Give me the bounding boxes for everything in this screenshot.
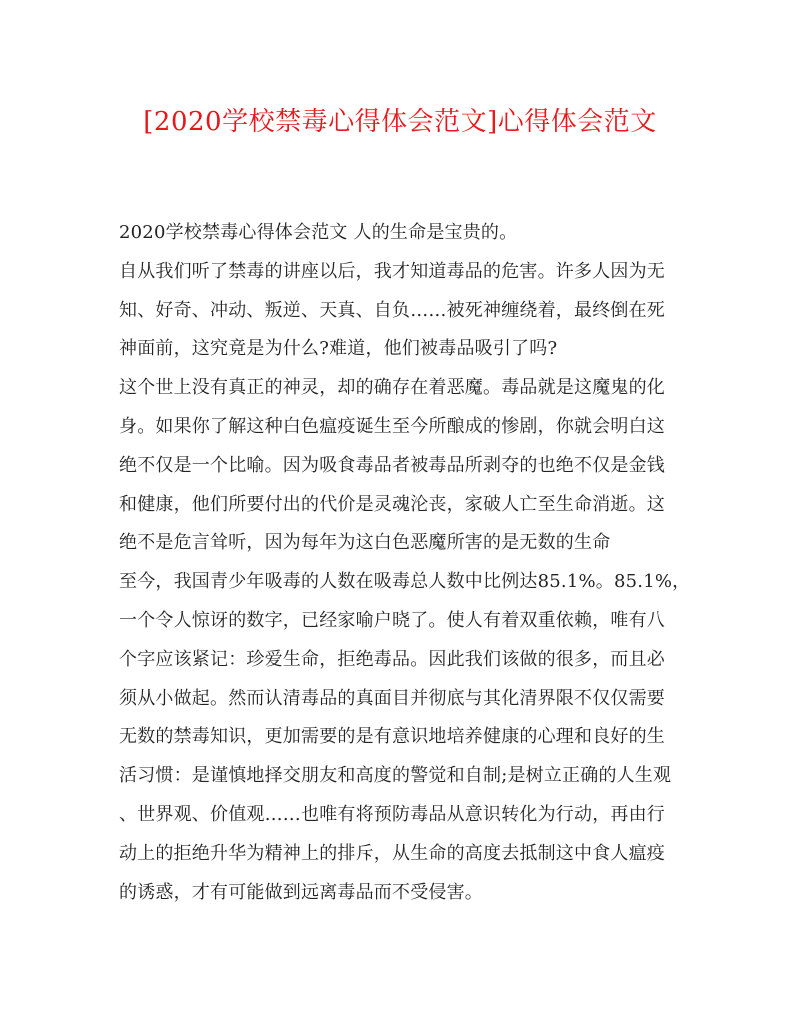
text-line: 须从小做起。然而认清毒品的真面目并彻底与其化清界限不仅仅需要 (119, 687, 665, 709)
text-line: 的诱惑，才有可能做到远离毒品而不受侵害。 (119, 881, 483, 903)
document-title: [2020学校禁毒心得体会范文]心得体会范文 (143, 107, 657, 137)
text-line: 个字应该紧记：珍爱生命，拒绝毒品。因此我们该做的很多，而且必 (119, 648, 665, 670)
text-line: 至今，我国青少年吸毒的人数在吸毒总人数中比例达85.1%。85.1%， (119, 571, 691, 593)
text-line: 活习惯：是谨慎地择交朋友和高度的警觉和自制;是树立正确的人生观 (119, 765, 672, 787)
text-line: 、世界观、价值观……也唯有将预防毒品从意识转化为行动，再由行 (119, 803, 665, 825)
text-line: 动上的拒绝升华为精神上的排斥，从生命的高度去抵制这中食人瘟疫 (119, 842, 665, 864)
text-line: 神面前，这究竟是为什么?难道，他们被毒品吸引了吗? (119, 338, 558, 360)
text-line: 身。如果你了解这种白色瘟疫诞生至今所酿成的惨剧，你就会明白这 (119, 415, 665, 437)
text-line: 和健康，他们所要付出的代价是灵魂沦丧，家破人亡至生命消逝。这 (119, 493, 665, 515)
text-line: 知、好奇、冲动、叛逆、天真、自负……被死神缠绕着，最终倒在死 (119, 299, 665, 321)
text-line: 无数的禁毒知识，更加需要的是有意识地培养健康的心理和良好的生 (119, 726, 665, 748)
text-line: 自从我们听了禁毒的讲座以后，我才知道毒品的危害。许多人因为无 (119, 260, 665, 282)
document-body (119, 218, 699, 916)
text-line: 绝不仅是一个比喻。因为吸食毒品者被毒品所剥夺的也绝不仅是金钱 (119, 454, 665, 476)
text-line: 这个世上没有真正的神灵，却的确存在着恶魔。毒品就是这魔鬼的化 (119, 377, 665, 399)
text-line: 绝不是危言耸听，因为每年为这白色恶魔所害的是无数的生命 (119, 532, 611, 554)
text-line: 2020学校禁毒心得体会范文 人的生命是宝贵的。 (119, 222, 518, 243)
text-line: 一个令人惊讶的数字，已经家喻户晓了。使人有着双重依赖，唯有八 (119, 609, 665, 631)
